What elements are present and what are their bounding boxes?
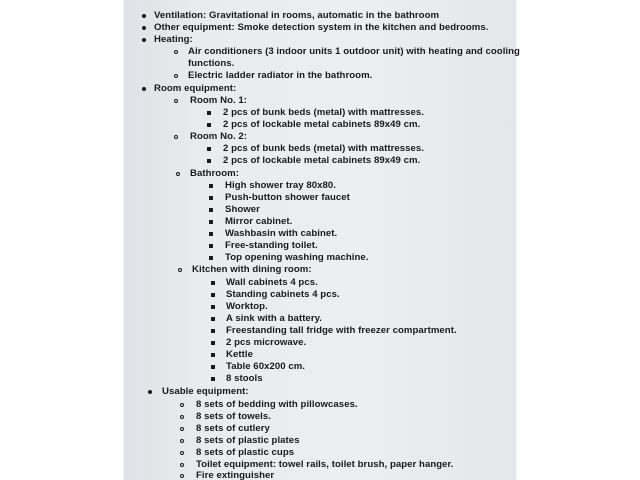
list-item: Ventilation: Gravitational in rooms, automatic in the bathroom	[154, 10, 440, 21]
list-item: Bathroom:	[190, 168, 239, 179]
list-item: Kitchen with dining room:	[192, 264, 312, 275]
square-bullet-icon	[211, 317, 215, 321]
bullet-icon	[142, 38, 146, 42]
circle-bullet-icon	[180, 439, 184, 443]
circle-bullet-icon	[178, 268, 182, 272]
list-item: 8 sets of towels.	[196, 411, 271, 422]
list-item: 8 sets of bedding with pillowcases.	[196, 399, 358, 410]
circle-bullet-icon	[174, 135, 178, 139]
list-item: Room No. 2:	[190, 131, 248, 142]
list-item: A sink with a battery.	[226, 313, 322, 324]
bullet-icon	[142, 26, 146, 30]
circle-bullet-icon	[180, 474, 184, 478]
circle-bullet-icon	[176, 172, 180, 176]
square-bullet-icon	[209, 196, 213, 200]
square-bullet-icon	[211, 329, 215, 333]
list-item: Top opening washing machine.	[225, 252, 369, 263]
list-item: 8 sets of cutlery	[196, 423, 270, 434]
list-item: Wall cabinets 4 pcs.	[226, 277, 318, 288]
list-item: Worktop.	[226, 301, 268, 312]
square-bullet-icon	[209, 184, 213, 188]
list-item: Electric ladder radiator in the bathroom.	[188, 70, 373, 81]
circle-bullet-icon	[174, 50, 178, 54]
list-item: Freestanding tall fridge with freezer compartment.	[226, 325, 457, 336]
bullet-icon	[148, 390, 152, 394]
list-item: 2 pcs of bunk beds (metal) with mattresses.	[223, 143, 425, 154]
circle-bullet-icon	[180, 451, 184, 455]
list-item: Free-standing toilet.	[225, 240, 318, 251]
circle-bullet-icon	[180, 415, 184, 419]
circle-bullet-icon	[180, 463, 184, 467]
list-item: Fire extinguisher	[196, 470, 275, 480]
square-bullet-icon	[211, 353, 215, 357]
square-bullet-icon	[207, 123, 211, 127]
square-bullet-icon	[211, 305, 215, 309]
list-item: Table 60x200 cm.	[226, 361, 306, 372]
square-bullet-icon	[209, 220, 213, 224]
square-bullet-icon	[211, 341, 215, 345]
list-item: Washbasin with cabinet.	[225, 228, 338, 239]
list-item: Usable equipment:	[162, 386, 249, 397]
square-bullet-icon	[209, 208, 213, 212]
list-item: 2 pcs of lockable metal cabinets 89x49 cm.	[223, 155, 421, 166]
circle-bullet-icon	[180, 403, 184, 407]
bullet-icon	[142, 14, 146, 18]
list-item: Kettle	[226, 349, 253, 360]
list-item: Room No. 1:	[190, 95, 248, 106]
square-bullet-icon	[207, 111, 211, 115]
circle-bullet-icon	[180, 427, 184, 431]
square-bullet-icon	[211, 377, 215, 381]
list-item: Heating:	[154, 34, 193, 45]
list-item: Standing cabinets 4 pcs.	[226, 289, 340, 300]
bullet-icon	[142, 87, 146, 91]
list-item: Shower	[225, 204, 260, 215]
square-bullet-icon	[211, 365, 215, 369]
square-bullet-icon	[207, 159, 211, 163]
list-item: Air conditioners (3 indoor units 1 outdoor unit) with heating and cooling	[188, 46, 520, 57]
circle-bullet-icon	[174, 99, 178, 103]
list-item: 2 pcs microwave.	[226, 337, 307, 348]
list-item: High shower tray 80x80.	[225, 180, 336, 191]
square-bullet-icon	[209, 244, 213, 248]
circle-bullet-icon	[174, 74, 178, 78]
square-bullet-icon	[209, 256, 213, 260]
list-item-continuation: functions.	[188, 58, 235, 69]
list-item: Other equipment: Smoke detection system in the kitchen and bedrooms.	[154, 22, 489, 33]
square-bullet-icon	[209, 232, 213, 236]
list-item: 8 stools	[226, 373, 263, 384]
list-item: 2 pcs of bunk beds (metal) with mattresses.	[223, 107, 425, 118]
list-item: Toilet equipment: towel rails, toilet brush, paper hanger.	[196, 459, 454, 470]
square-bullet-icon	[211, 281, 215, 285]
list-item: Room equipment:	[154, 83, 237, 94]
list-item: 2 pcs of lockable metal cabinets 89x49 cm.	[223, 119, 421, 130]
list-item: Mirror cabinet.	[225, 216, 293, 227]
square-bullet-icon	[211, 293, 215, 297]
list-item: Push-button shower faucet	[225, 192, 350, 203]
list-item: 8 sets of plastic cups	[196, 447, 295, 458]
square-bullet-icon	[207, 147, 211, 151]
list-item: 8 sets of plastic plates	[196, 435, 300, 446]
